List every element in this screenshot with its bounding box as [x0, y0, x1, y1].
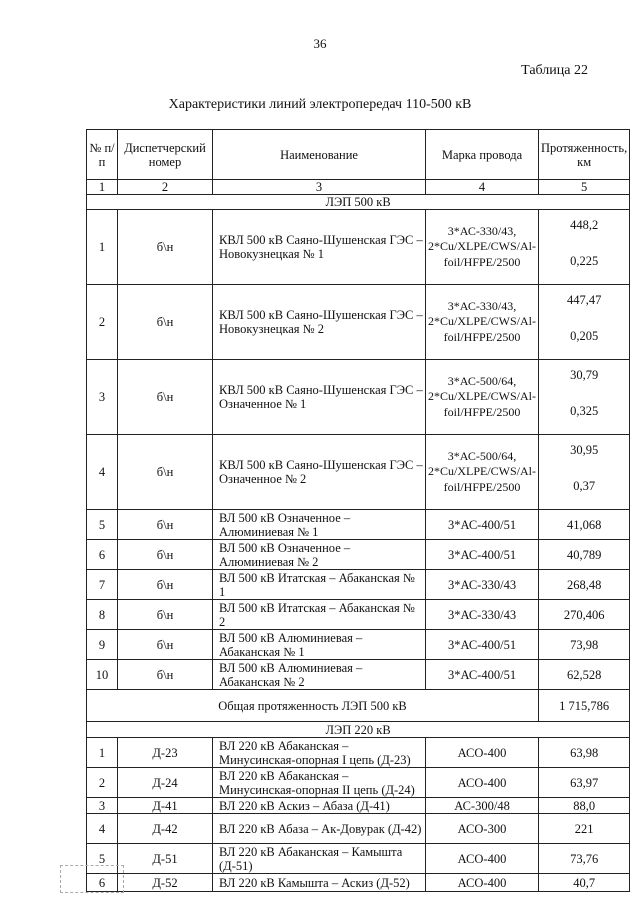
row-wire: АСО-300 [426, 814, 539, 844]
row-num: 1 [87, 738, 118, 768]
row-name: ВЛ 500 кВ Итатская – Абаканская № 1 [213, 570, 426, 600]
row-wire: АСО-400 [426, 874, 539, 892]
table-row [87, 210, 630, 285]
table-row [87, 540, 630, 570]
row-dispatch: Д-52 [118, 874, 213, 892]
row-length-a: 448,2 [570, 218, 599, 232]
row-num: 2 [87, 285, 118, 360]
column-number: 5 [539, 180, 630, 195]
row-wire: 3*АС-400/51 [426, 540, 539, 570]
row-dispatch: б\н [118, 570, 213, 600]
row-name: ВЛ 500 кВ Алюминиевая – Абаканская № 2 [213, 660, 426, 690]
row-num: 10 [87, 660, 118, 690]
header-length: Протяженность, км [539, 130, 630, 180]
total-row [87, 690, 630, 722]
table-label: Таблица 22 [521, 63, 588, 78]
row-wire: АСО-400 [426, 844, 539, 874]
row-num: 4 [87, 814, 118, 844]
section-500-heading: ЛЭП 500 кВ [87, 195, 630, 210]
header-num: № п/п [87, 130, 118, 180]
column-number: 2 [118, 180, 213, 195]
column-number-row [87, 180, 630, 195]
row-wire: 3*АС-330/43 [426, 600, 539, 630]
header-dispatch: Диспетчерский номер [118, 130, 213, 180]
row-length: 270,406 [539, 600, 630, 630]
row-dispatch: б\н [118, 210, 213, 285]
row-dispatch: б\н [118, 660, 213, 690]
row-name: ВЛ 220 кВ Абаканская – Минусинская-опорная II цепь (Д-24) [213, 768, 426, 798]
row-dispatch: б\н [118, 285, 213, 360]
row-dispatch: б\н [118, 600, 213, 630]
row-num: 3 [87, 360, 118, 435]
row-length-a: 30,79 [570, 368, 599, 382]
total-500-value: 1 715,786 [539, 690, 630, 722]
row-length-a: 30,95 [570, 443, 599, 457]
row-name: ВЛ 220 кВ Абаза – Ак-Довурак (Д-42) [213, 814, 426, 844]
row-num: 8 [87, 600, 118, 630]
row-name: КВЛ 500 кВ Саяно-Шушенская ГЭС – Означенное № 1 [213, 360, 426, 435]
row-num: 6 [87, 874, 118, 892]
row-length: 63,97 [539, 768, 630, 798]
row-num: 1 [87, 210, 118, 285]
row-name: ВЛ 220 кВ Абаканская – Минусинская-опорная I цепь (Д-23) [213, 738, 426, 768]
table-row [87, 630, 630, 660]
table-row [87, 768, 630, 798]
row-num: 6 [87, 540, 118, 570]
table-row [87, 814, 630, 844]
row-name: КВЛ 500 кВ Саяно-Шушенская ГЭС – Означенное № 2 [213, 435, 426, 510]
row-dispatch: б\н [118, 360, 213, 435]
row-wire: 3*АС-330/43, 2*Cu/XLPE/CWS/Al-foil/HFPE/2500 [426, 210, 539, 285]
row-wire: 3*АС-400/51 [426, 660, 539, 690]
section-row [87, 195, 630, 210]
row-wire: 3*АС-330/43 [426, 570, 539, 600]
table-row [87, 435, 630, 510]
row-length-b: 0,225 [570, 254, 599, 268]
total-500-label: Общая протяженность ЛЭП 500 кВ [87, 690, 539, 722]
row-num: 4 [87, 435, 118, 510]
row-num: 7 [87, 570, 118, 600]
row-length: 268,48 [539, 570, 630, 600]
row-name: КВЛ 500 кВ Саяно-Шушенская ГЭС – Новокузнецкая № 1 [213, 210, 426, 285]
faint-stamp [60, 865, 124, 893]
row-name: ВЛ 500 кВ Итатская – Абаканская № 2 [213, 600, 426, 630]
row-name: ВЛ 500 кВ Означенное – Алюминиевая № 2 [213, 540, 426, 570]
row-num: 5 [87, 844, 118, 874]
row-name: ВЛ 500 кВ Алюминиевая – Абаканская № 1 [213, 630, 426, 660]
row-length: 73,76 [539, 844, 630, 874]
row-dispatch: Д-23 [118, 738, 213, 768]
row-dispatch: Д-42 [118, 814, 213, 844]
header-wire: Марка провода [426, 130, 539, 180]
row-name: ВЛ 220 кВ Камышта – Аскиз (Д-52) [213, 874, 426, 892]
row-num: 2 [87, 768, 118, 798]
table-row [87, 798, 630, 814]
row-length-b: 0,205 [570, 329, 599, 343]
row-name: КВЛ 500 кВ Саяно-Шушенская ГЭС – Новокузнецкая № 2 [213, 285, 426, 360]
row-length-b: 0,325 [570, 404, 599, 418]
section-row [87, 722, 630, 738]
row-name: ВЛ 220 кВ Аскиз – Абаза (Д-41) [213, 798, 426, 814]
header-name: Наименование [213, 130, 426, 180]
row-name: ВЛ 220 кВ Абаканская – Камышта (Д-51) [213, 844, 426, 874]
row-num: 3 [87, 798, 118, 814]
row-dispatch: б\н [118, 540, 213, 570]
row-length: 88,0 [539, 798, 630, 814]
section-220-heading: ЛЭП 220 кВ [87, 722, 630, 738]
header-row [87, 130, 630, 180]
row-dispatch: Д-24 [118, 768, 213, 798]
row-wire: АСО-400 [426, 738, 539, 768]
row-dispatch: Д-51 [118, 844, 213, 874]
row-num: 9 [87, 630, 118, 660]
table-row [87, 285, 630, 360]
row-dispatch: б\н [118, 510, 213, 540]
column-number: 4 [426, 180, 539, 195]
column-number: 1 [87, 180, 118, 195]
table-row [87, 738, 630, 768]
row-length: 221 [539, 814, 630, 844]
column-number: 3 [213, 180, 426, 195]
row-wire: 3*АС-400/51 [426, 630, 539, 660]
row-length: 62,528 [539, 660, 630, 690]
row-wire: 3*АС-500/64, 2*Cu/XLPE/CWS/Al-foil/HFPE/2500 [426, 435, 539, 510]
row-wire: 3*АС-330/43, 2*Cu/XLPE/CWS/Al-foil/HFPE/2500 [426, 285, 539, 360]
row-dispatch: б\н [118, 630, 213, 660]
row-length: 63,98 [539, 738, 630, 768]
table-row [87, 510, 630, 540]
table-row [87, 660, 630, 690]
row-wire: АСО-400 [426, 768, 539, 798]
row-dispatch: б\н [118, 435, 213, 510]
table-row [87, 360, 630, 435]
row-length-b: 0,37 [573, 479, 596, 493]
table-row [87, 570, 630, 600]
table-row [87, 844, 630, 874]
row-wire: АС-300/48 [426, 798, 539, 814]
table-title: Характеристики линий электропередач 110-500 кВ [168, 97, 472, 112]
row-dispatch: Д-41 [118, 798, 213, 814]
row-wire: 3*АС-500/64, 2*Cu/XLPE/CWS/Al-foil/HFPE/2500 [426, 360, 539, 435]
table-row [87, 874, 630, 892]
row-length: 41,068 [539, 510, 630, 540]
row-length: 40,789 [539, 540, 630, 570]
table-row [87, 600, 630, 630]
row-length-a: 447,47 [566, 293, 602, 307]
row-num: 5 [87, 510, 118, 540]
page-number: 36 [313, 36, 327, 51]
row-length: 40,7 [539, 874, 630, 892]
row-length: 73,98 [539, 630, 630, 660]
power-lines-table [86, 129, 630, 892]
row-name: ВЛ 500 кВ Означенное – Алюминиевая № 1 [213, 510, 426, 540]
row-wire: 3*АС-400/51 [426, 510, 539, 540]
